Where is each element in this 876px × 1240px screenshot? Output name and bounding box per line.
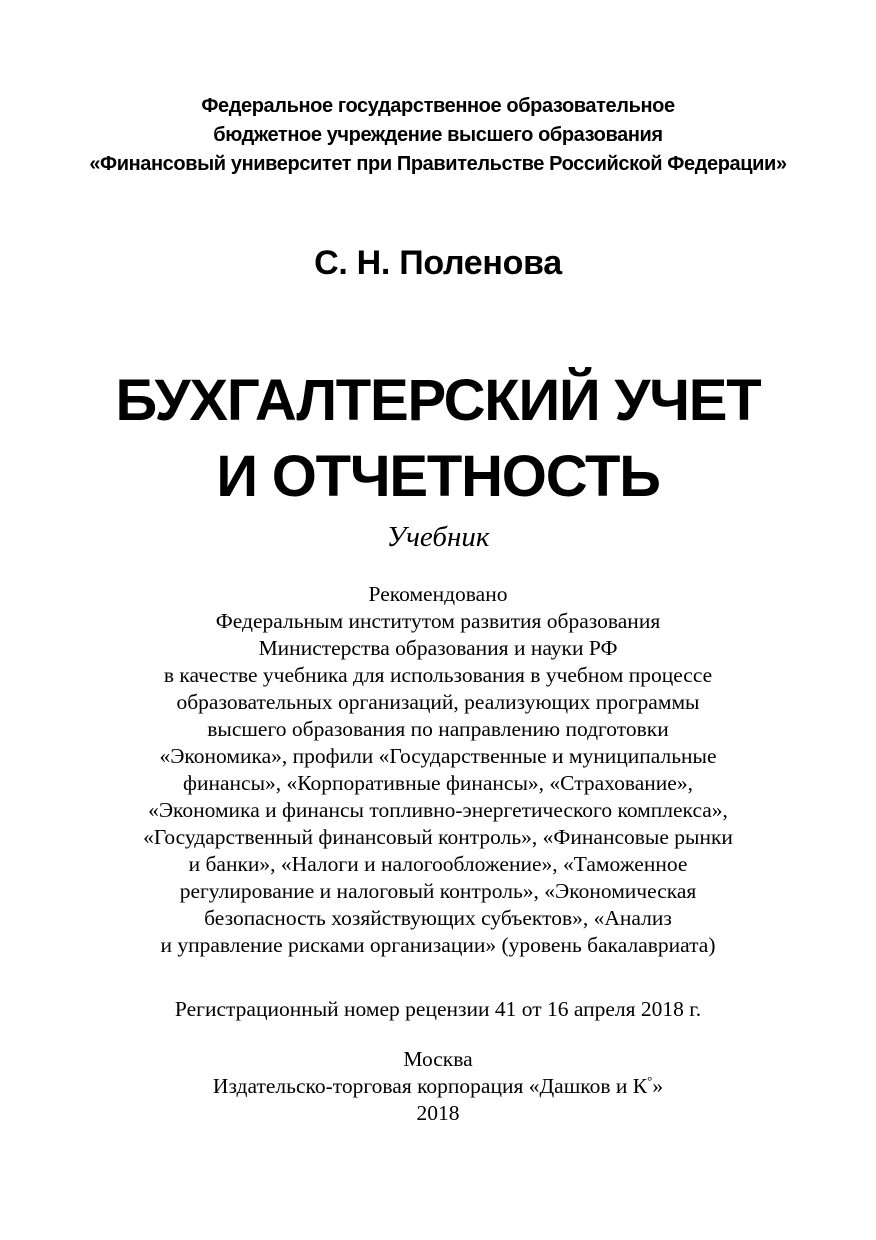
recommendation-line: образовательных организаций, реализующих программы xyxy=(176,690,700,714)
imprint xyxy=(0,1046,876,1127)
imprint-year: 2018 xyxy=(416,1101,460,1125)
institution-line-1: Федеральное государственное образовательное xyxy=(201,95,675,117)
publisher-name: Издательско-торговая корпорация «Дашков и К xyxy=(212,1074,648,1098)
recommendation-text xyxy=(0,581,876,959)
recommendation-line: и банки», «Налоги и налогообложение», «Таможенное xyxy=(188,852,688,876)
recommendation-line: «Государственный финансовый контроль», «Финансовые рынки xyxy=(143,825,733,849)
recommendation-line: «Экономика и финансы топливно-энергетического комплекса», xyxy=(148,798,728,822)
recommendation-line: регулирование и налоговый контроль», «Экономическая xyxy=(179,879,697,903)
publisher-closing-quote: » xyxy=(652,1074,664,1098)
recommendation-line: Рекомендовано xyxy=(368,582,508,606)
book-title-line-2: И ОТЧЕТНОСТЬ xyxy=(216,444,660,509)
book-title xyxy=(0,363,876,515)
author-name: С. Н. Поленова xyxy=(314,244,562,282)
recommendation-line: финансы», «Корпоративные финансы», «Страхование», xyxy=(183,771,693,795)
institution-line-3: «Финансовый университет при Правительстве Российской Федерации» xyxy=(89,153,787,175)
recommendation-line: Министерства образования и науки РФ xyxy=(258,636,618,660)
book-subtitle: Учебник xyxy=(386,521,490,553)
recommendation-line: Федеральным институтом развития образования xyxy=(215,609,661,633)
recommendation-line: безопасность хозяйствующих субъектов», «Анализ xyxy=(204,906,672,930)
publisher-degree-mark: ° xyxy=(647,1072,653,1088)
imprint-publisher xyxy=(0,1073,876,1100)
book-title-line-1: БУХГАЛТЕРСКИЙ УЧЕТ xyxy=(115,368,761,433)
review-registration: Регистрационный номер рецензии 41 от 16 апреля 2018 г. xyxy=(174,997,702,1021)
recommendation-line: «Экономика», профили «Государственные и муниципальные xyxy=(159,744,717,768)
imprint-city: Москва xyxy=(403,1047,473,1071)
institution-line-2: бюджетное учреждение высшего образования xyxy=(213,124,663,146)
recommendation-line: высшего образования по направлению подготовки xyxy=(207,717,669,741)
institution-header xyxy=(0,92,876,179)
recommendation-line: и управление рисками организации» (уровень бакалавриата) xyxy=(160,933,716,957)
recommendation-line: в качестве учебника для использования в учебном процессе xyxy=(163,663,713,687)
